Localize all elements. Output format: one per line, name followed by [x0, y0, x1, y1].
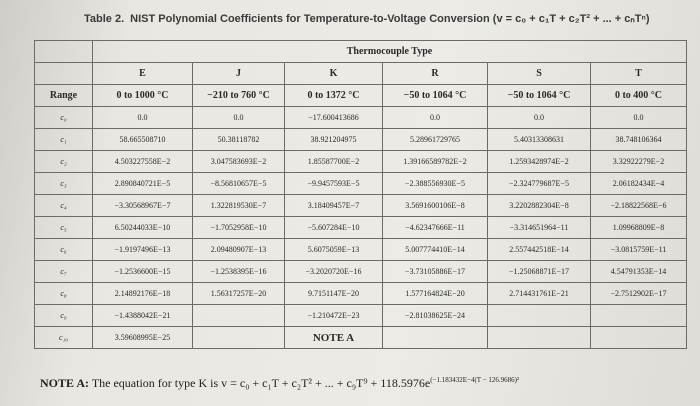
type-header: K	[285, 63, 383, 85]
range-header: 0 to 1372 °C	[285, 85, 383, 107]
coefficient-value: 1.85587700E−2	[285, 151, 383, 173]
coefficient-value: 50.38118782	[193, 129, 285, 151]
table-title-text: NIST Polynomial Coefficients for Temperature-to-Voltage Conversion (v = c₀ + c₁T + c₂T² + ... + cₙTⁿ)	[130, 13, 650, 25]
table-row	[35, 305, 687, 327]
coefficient-label: c₆	[35, 239, 93, 261]
type-header: T	[591, 63, 687, 85]
coefficient-value: 58.665508710	[93, 129, 193, 151]
coefficient-label: c₃	[35, 173, 93, 195]
coefficient-value: 2.14892176E−18	[93, 283, 193, 305]
type-header: R	[383, 63, 488, 85]
coefficient-label: c₇	[35, 261, 93, 283]
table-row	[35, 107, 687, 129]
coefficient-value: −8.56810657E−5	[193, 173, 285, 195]
type-header: E	[93, 63, 193, 85]
coefficient-value: 1.39166589782E−2	[383, 151, 488, 173]
coefficient-label: c₉	[35, 305, 93, 327]
coefficient-value: −9.9457593E−5	[285, 173, 383, 195]
coefficient-value: −1.2538395E−16	[193, 261, 285, 283]
coefficient-value: 3.59608995E−25	[93, 327, 193, 349]
coefficient-value: 3.5691600106E−8	[383, 195, 488, 217]
coefficient-value: 4.503227558E−2	[93, 151, 193, 173]
range-header: 0 to 400 °C	[591, 85, 687, 107]
coefficient-value: 5.40313308631	[488, 129, 591, 151]
coefficient-value: −3.73105886E−17	[383, 261, 488, 283]
coefficient-value: 2.06182434E−4	[591, 173, 687, 195]
footnote-lead: The equation for type K is v =	[91, 376, 237, 390]
coefficient-value: 5.28961729765	[383, 129, 488, 151]
range-header: −210 to 760 °C	[193, 85, 285, 107]
coefficient-label: c₀	[35, 107, 93, 129]
coefficient-value: 3.18409457E−7	[285, 195, 383, 217]
table-row	[35, 129, 687, 151]
coefficient-value: NOTE A	[285, 327, 383, 349]
table-row	[35, 327, 687, 349]
coefficient-value: 9.7151147E−20	[285, 283, 383, 305]
coefficient-value: −2.18822568E−6	[591, 195, 687, 217]
coefficient-value: 5.6075059E−13	[285, 239, 383, 261]
coefficient-value: 2.09480907E−13	[193, 239, 285, 261]
coefficient-value: −1.7052958E−10	[193, 217, 285, 239]
range-header: 0 to 1000 °C	[93, 85, 193, 107]
coefficient-value: 0.0	[193, 107, 285, 129]
table-row	[35, 173, 687, 195]
coefficient-value: 1.577164824E−20	[383, 283, 488, 305]
coefficient-value: 2.557442518E−14	[488, 239, 591, 261]
coefficient-value: −2.7512902E−17	[591, 283, 687, 305]
coefficient-value	[591, 305, 687, 327]
type-header: J	[193, 63, 285, 85]
coefficient-value: −4.62347666E−11	[383, 217, 488, 239]
coefficient-value: 6.50244033E−10	[93, 217, 193, 239]
group-header: Thermocouple Type	[93, 41, 687, 63]
coefficient-label: c₂	[35, 151, 93, 173]
coefficient-value: −3.0815759E−11	[591, 239, 687, 261]
coefficient-value: 0.0	[383, 107, 488, 129]
coefficient-label: c₄	[35, 195, 93, 217]
coefficient-value: 3.32922279E−2	[591, 151, 687, 173]
coefficient-label: c₁	[35, 129, 93, 151]
coefficient-value: −2.324779687E−5	[488, 173, 591, 195]
table-row	[35, 195, 687, 217]
coefficient-value: −3.314651964−11	[488, 217, 591, 239]
coefficient-value: 2.890840721E−5	[93, 173, 193, 195]
footnote-label: NOTE A:	[40, 376, 90, 390]
coefficient-value	[488, 305, 591, 327]
coefficient-value: −1.9197496E−13	[93, 239, 193, 261]
coefficient-value: 4.54791353E−14	[591, 261, 687, 283]
footnote-formula: c₀ + c₁T + c₂T² + ... + c₉T⁹ + 118.5976e	[239, 376, 431, 390]
coefficient-value: −1.2536600E−15	[93, 261, 193, 283]
coefficient-value: −3.30568967E−7	[93, 195, 193, 217]
coefficient-value: 38.748106364	[591, 129, 687, 151]
coefficient-value: 1.322819530E−7	[193, 195, 285, 217]
coefficient-value: −1.4388042E−21	[93, 305, 193, 327]
coefficient-value	[488, 327, 591, 349]
table-title-label: Table 2.	[84, 13, 125, 25]
range-header: −50 to 1064 °C	[488, 85, 591, 107]
coefficient-value: 1.2593428974E−2	[488, 151, 591, 173]
coefficient-value: 3.2202882304E−8	[488, 195, 591, 217]
coefficient-value	[591, 327, 687, 349]
coefficient-value	[193, 305, 285, 327]
coefficient-value: −1.25068871E−17	[488, 261, 591, 283]
coefficient-value: −17.600413686	[285, 107, 383, 129]
coefficient-value: 2.714431761E−21	[488, 283, 591, 305]
coefficient-value: 38.921204975	[285, 129, 383, 151]
range-header: −50 to 1064 °C	[383, 85, 488, 107]
coefficient-value	[383, 327, 488, 349]
coefficient-label: c₅	[35, 217, 93, 239]
coefficient-value: 5.007774410E−14	[383, 239, 488, 261]
coefficient-value: 0.0	[488, 107, 591, 129]
coefficient-value: −2.81038625E−24	[383, 305, 488, 327]
table-row	[35, 151, 687, 173]
coefficient-label: c₈	[35, 283, 93, 305]
coefficient-table	[34, 40, 687, 349]
table-title	[84, 12, 684, 25]
coefficient-value: 1.56317257E−20	[193, 283, 285, 305]
coefficient-value: 0.0	[591, 107, 687, 129]
footnote-exponent: (−1.183432E−4(T − 126.9686)²	[430, 376, 520, 384]
coefficient-value: −5.607284E−10	[285, 217, 383, 239]
coefficient-value: 3.047583693E−2	[193, 151, 285, 173]
table-row	[35, 239, 687, 261]
coefficient-value: 1.09968809E−8	[591, 217, 687, 239]
coefficient-value: −1.210472E−23	[285, 305, 383, 327]
type-header: S	[488, 63, 591, 85]
coefficient-value: −2.388556930E−5	[383, 173, 488, 195]
range-label: Range	[35, 85, 93, 107]
coefficient-value: 0.0	[93, 107, 193, 129]
footnote	[40, 376, 690, 391]
table-row	[35, 261, 687, 283]
coefficient-label: c₁₀	[35, 327, 93, 349]
coefficient-value: −3.2020720E−16	[285, 261, 383, 283]
table-row	[35, 217, 687, 239]
coefficient-value	[193, 327, 285, 349]
table-row	[35, 283, 687, 305]
